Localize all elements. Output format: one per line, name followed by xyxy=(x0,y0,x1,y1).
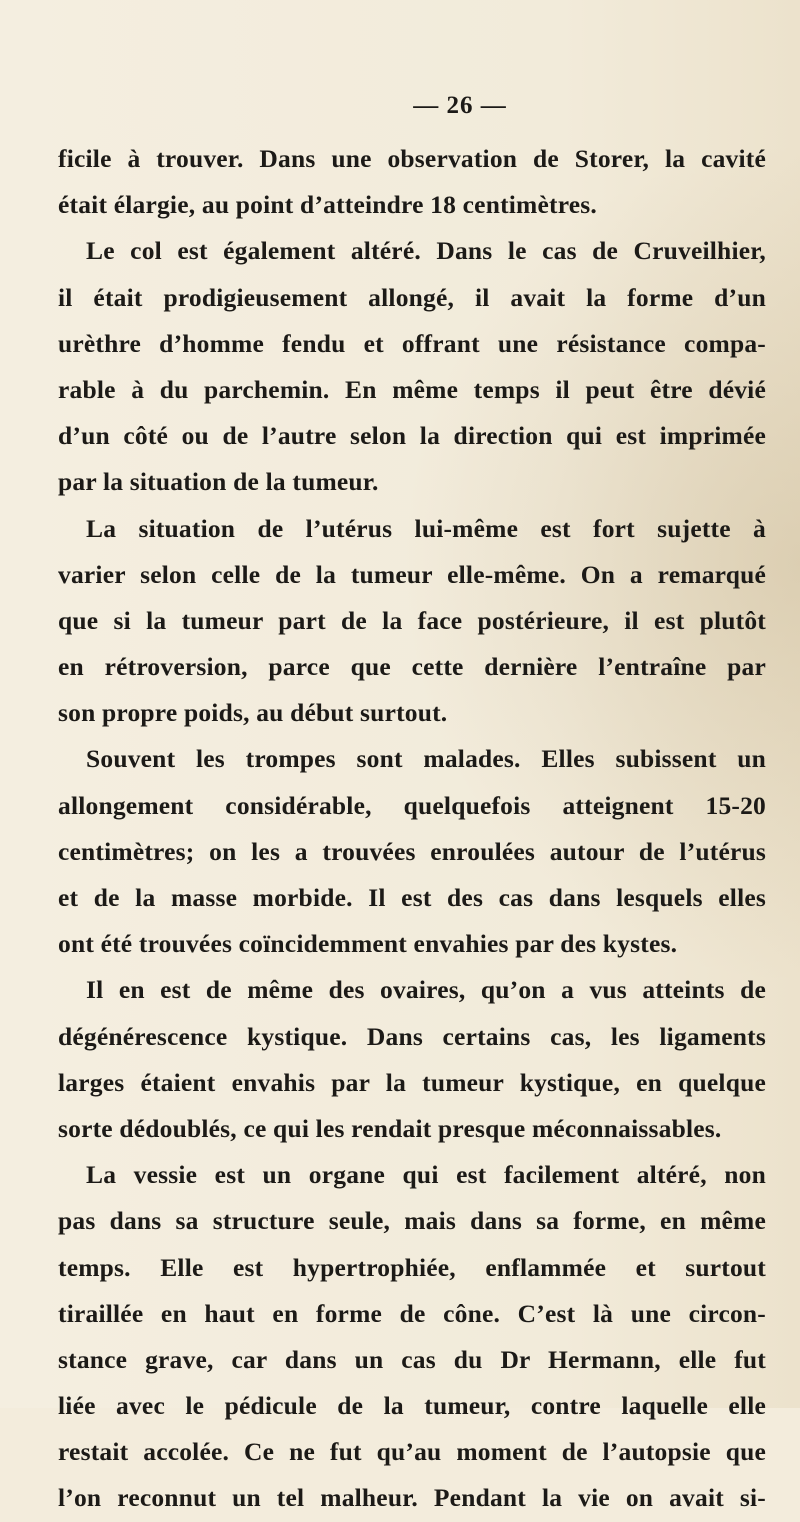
text-line: que si la tumeur part de la face postérieure, il est plutôt xyxy=(58,605,766,635)
text-line: varier selon celle de la tumeur elle-même. On a remarqué xyxy=(58,559,766,589)
text-line: urèthre d’homme fendu et offrant une résistance compa- xyxy=(58,328,766,358)
text-line: temps. Elle est hypertrophiée, enflammée et surtout xyxy=(58,1252,766,1282)
text-line: allongement considérable, quelquefois atteignent 15-20 xyxy=(58,790,766,820)
text-line: Souvent les trompes sont malades. Elles subissent un xyxy=(86,744,766,774)
text-line: Le col est également altéré. Dans le cas de Cruveilhier, xyxy=(86,236,766,266)
text-line: dégénérescence kystique. Dans certains cas, les ligaments xyxy=(58,1021,766,1051)
text-line: larges étaient envahis par la tumeur kystique, en quelque xyxy=(58,1067,766,1097)
text-line: son propre poids, au début surtout. xyxy=(58,698,448,728)
text-line: rable à du parchemin. En même temps il peut être dévié xyxy=(58,374,766,404)
text-line: restait accolée. Ce ne fut qu’au moment de l’autopsie que xyxy=(58,1437,766,1467)
text-line: par la situation de la tumeur. xyxy=(58,467,379,497)
text-line: l’on reconnut un tel malheur. Pendant la vie on avait si- xyxy=(58,1483,766,1513)
text-line: ficile à trouver. Dans une observation de Storer, la cavité xyxy=(58,144,766,173)
body-text xyxy=(58,136,766,1522)
text-line: centimètres; on les a trouvées enroulées autour de l’utérus xyxy=(58,836,766,866)
text-line: et de la masse morbide. Il est des cas dans lesquels elles xyxy=(58,883,766,912)
text-line: La vessie est un organe qui est facilement altéré, non xyxy=(86,1160,766,1190)
text-line: pas dans sa structure seule, mais dans sa forme, en même xyxy=(58,1206,766,1236)
text-line: était élargie, au point d’atteindre 18 centimètres. xyxy=(58,190,597,220)
text-line: en rétroversion, parce que cette dernière l’entraîne par xyxy=(58,652,766,682)
text-line: liée avec le pédicule de la tumeur, contre laquelle elle xyxy=(58,1391,766,1421)
text-line: il était prodigieusement allongé, il avait la forme d’un xyxy=(58,282,766,312)
text-line: ont été trouvées coïncidemment envahies par des kystes. xyxy=(58,929,678,959)
text-line: Il en est de même des ovaires, qu’on a vus atteints de xyxy=(86,975,766,1005)
text-line: tiraillée en haut en forme de cône. C’est là une circon- xyxy=(58,1298,766,1328)
page-number: — 26 — xyxy=(413,92,507,119)
text-line: stance grave, car dans un cas du Dr Hermann, elle fut xyxy=(58,1344,766,1374)
text-line: sorte dédoublés, ce qui les rendait presque méconnaissables. xyxy=(58,1113,722,1143)
text-line: d’un côté ou de l’autre selon la direction qui est imprimée xyxy=(58,421,766,451)
text-line: La situation de l’utérus lui-même est fort sujette à xyxy=(86,513,766,543)
